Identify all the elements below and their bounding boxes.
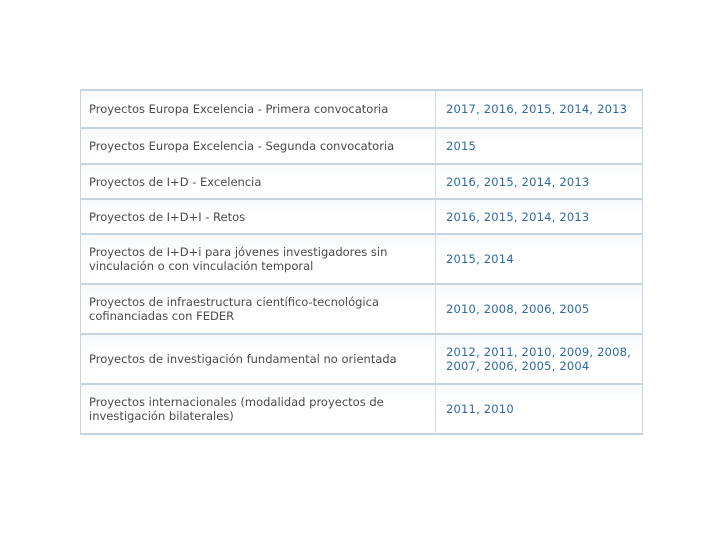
row-name: Proyectos de I+D+i para jóvenes investigadores sin vinculación o con vinculación temporal	[81, 234, 436, 284]
row-name: Proyectos de I+D+I - Retos	[81, 199, 436, 234]
row-years-links[interactable]: 2015	[436, 128, 643, 164]
table-row	[81, 199, 643, 234]
row-name: Proyectos de I+D - Excelencia	[81, 164, 436, 199]
convocatorias-table	[80, 89, 643, 435]
row-name: Proyectos de investigación fundamental no orientada	[81, 334, 436, 384]
row-years-links[interactable]: 2015, 2014	[436, 234, 643, 284]
row-years-links[interactable]: 2016, 2015, 2014, 2013	[436, 164, 643, 199]
row-years-links[interactable]: 2012, 2011, 2010, 2009, 2008, 2007, 2006, 2005, 2004	[436, 334, 643, 384]
row-years-links[interactable]: 2017, 2016, 2015, 2014, 2013	[436, 90, 643, 128]
table-row	[81, 334, 643, 384]
row-name: Proyectos de infraestructura científico-tecnológica cofinanciadas con FEDER	[81, 284, 436, 334]
table-row	[81, 128, 643, 164]
row-years-links[interactable]: 2016, 2015, 2014, 2013	[436, 199, 643, 234]
row-name: Proyectos internacionales (modalidad proyectos de investigación bilaterales)	[81, 384, 436, 434]
table-row	[81, 384, 643, 434]
row-years-links[interactable]: 2010, 2008, 2006, 2005	[436, 284, 643, 334]
table-row	[81, 284, 643, 334]
row-name: Proyectos Europa Excelencia - Segunda convocatoria	[81, 128, 436, 164]
table-row	[81, 90, 643, 128]
table-row	[81, 234, 643, 284]
table-row	[81, 164, 643, 199]
row-years-links[interactable]: 2011, 2010	[436, 384, 643, 434]
row-name: Proyectos Europa Excelencia - Primera convocatoria	[81, 90, 436, 128]
